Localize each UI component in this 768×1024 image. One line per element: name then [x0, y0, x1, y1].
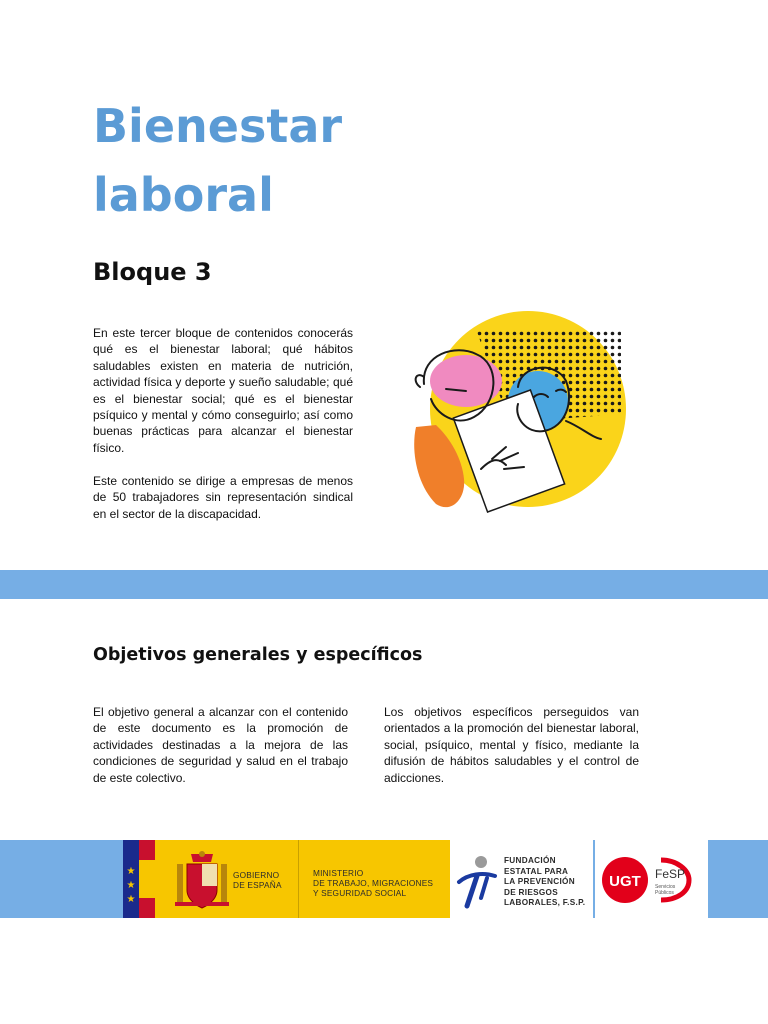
foundation-line-5: LABORALES, F.S.P.: [504, 898, 586, 907]
page-title: [93, 92, 342, 230]
ugt-fesp-logo: [595, 840, 708, 918]
general-objective-text: El objetivo general a alcanzar con el contenido de este documento es la promoción de actividades destinadas a la mejora de las condiciones de seguridad y salud en el trabajo de este colectivo.: [93, 705, 348, 785]
section-divider-band: [0, 570, 768, 599]
ministry-line-2: DE TRABAJO, MIGRACIONES: [313, 878, 434, 888]
svg-text:★: ★: [126, 866, 136, 877]
intro-paragraph: En este tercer bloque de contenidos conocerás qué es el bienestar laboral; qué hábitos saludables existen en materia de nutrición, actividad física y deporte y sueño saludable; qué es el bienestar social; qué es el bienestar psíquico y mental y cómo conseguirlo; así como buenas prácticas para alcanzar el bienestar físico.: [93, 326, 353, 455]
wellbeing-illustration: [406, 309, 651, 519]
foundation-logo: [450, 840, 593, 918]
objectives-heading: Objetivos generales y específicos: [93, 645, 423, 665]
sponsor-logos: [123, 840, 708, 918]
title-line-2: laboral: [93, 168, 274, 222]
gov-line-2: DE ESPAÑA: [233, 880, 282, 890]
foundation-line-1: FUNDACIÓN: [504, 856, 556, 865]
pink-head-shape: [430, 355, 502, 407]
fesp-sub-2: Públicos: [655, 890, 674, 896]
specific-objectives-text: Los objetivos específicos perseguidos van orientados a la promoción del bienestar laboral, social, psíquico, mental y físico, mediante la difusión de hábitos saludables y el control de adicciones.: [384, 705, 639, 785]
foundation-line-2: ESTATAL PARA: [504, 866, 569, 876]
gov-divider: [298, 840, 299, 918]
ministry-line-3: Y SEGURIDAD SOCIAL: [313, 888, 407, 898]
gov-line-1: GOBIERNO: [233, 870, 280, 880]
spain-coat-of-arms-icon: [173, 850, 231, 910]
foundation-line-3: LA PREVENCIÓN: [504, 877, 575, 886]
foundation-emblem-icon: [453, 854, 498, 910]
fesp-sub-1: Servicios: [655, 884, 676, 890]
ministry-line-1: MINISTERIO: [313, 868, 364, 878]
foundation-line-4: DE RIESGOS: [504, 887, 558, 897]
svg-text:★: ★: [126, 880, 136, 891]
ministerio-label: [313, 868, 433, 898]
ugt-fesp-emblem-icon: [595, 840, 708, 918]
svg-text:★: ★: [126, 894, 136, 905]
eu-flag-icon: [123, 840, 155, 918]
gobierno-label: [233, 870, 282, 890]
fesp-label: FeSP: [655, 867, 686, 881]
audience-paragraph: Este contenido se dirige a empresas de menos de 50 trabajadores sin representación sindical en el sector de la discapacidad.: [93, 474, 353, 521]
block-subtitle: Bloque 3: [93, 258, 212, 286]
ugt-label: UGT: [609, 873, 641, 890]
title-line-1: Bienestar: [93, 99, 343, 153]
foundation-text: [504, 856, 585, 909]
